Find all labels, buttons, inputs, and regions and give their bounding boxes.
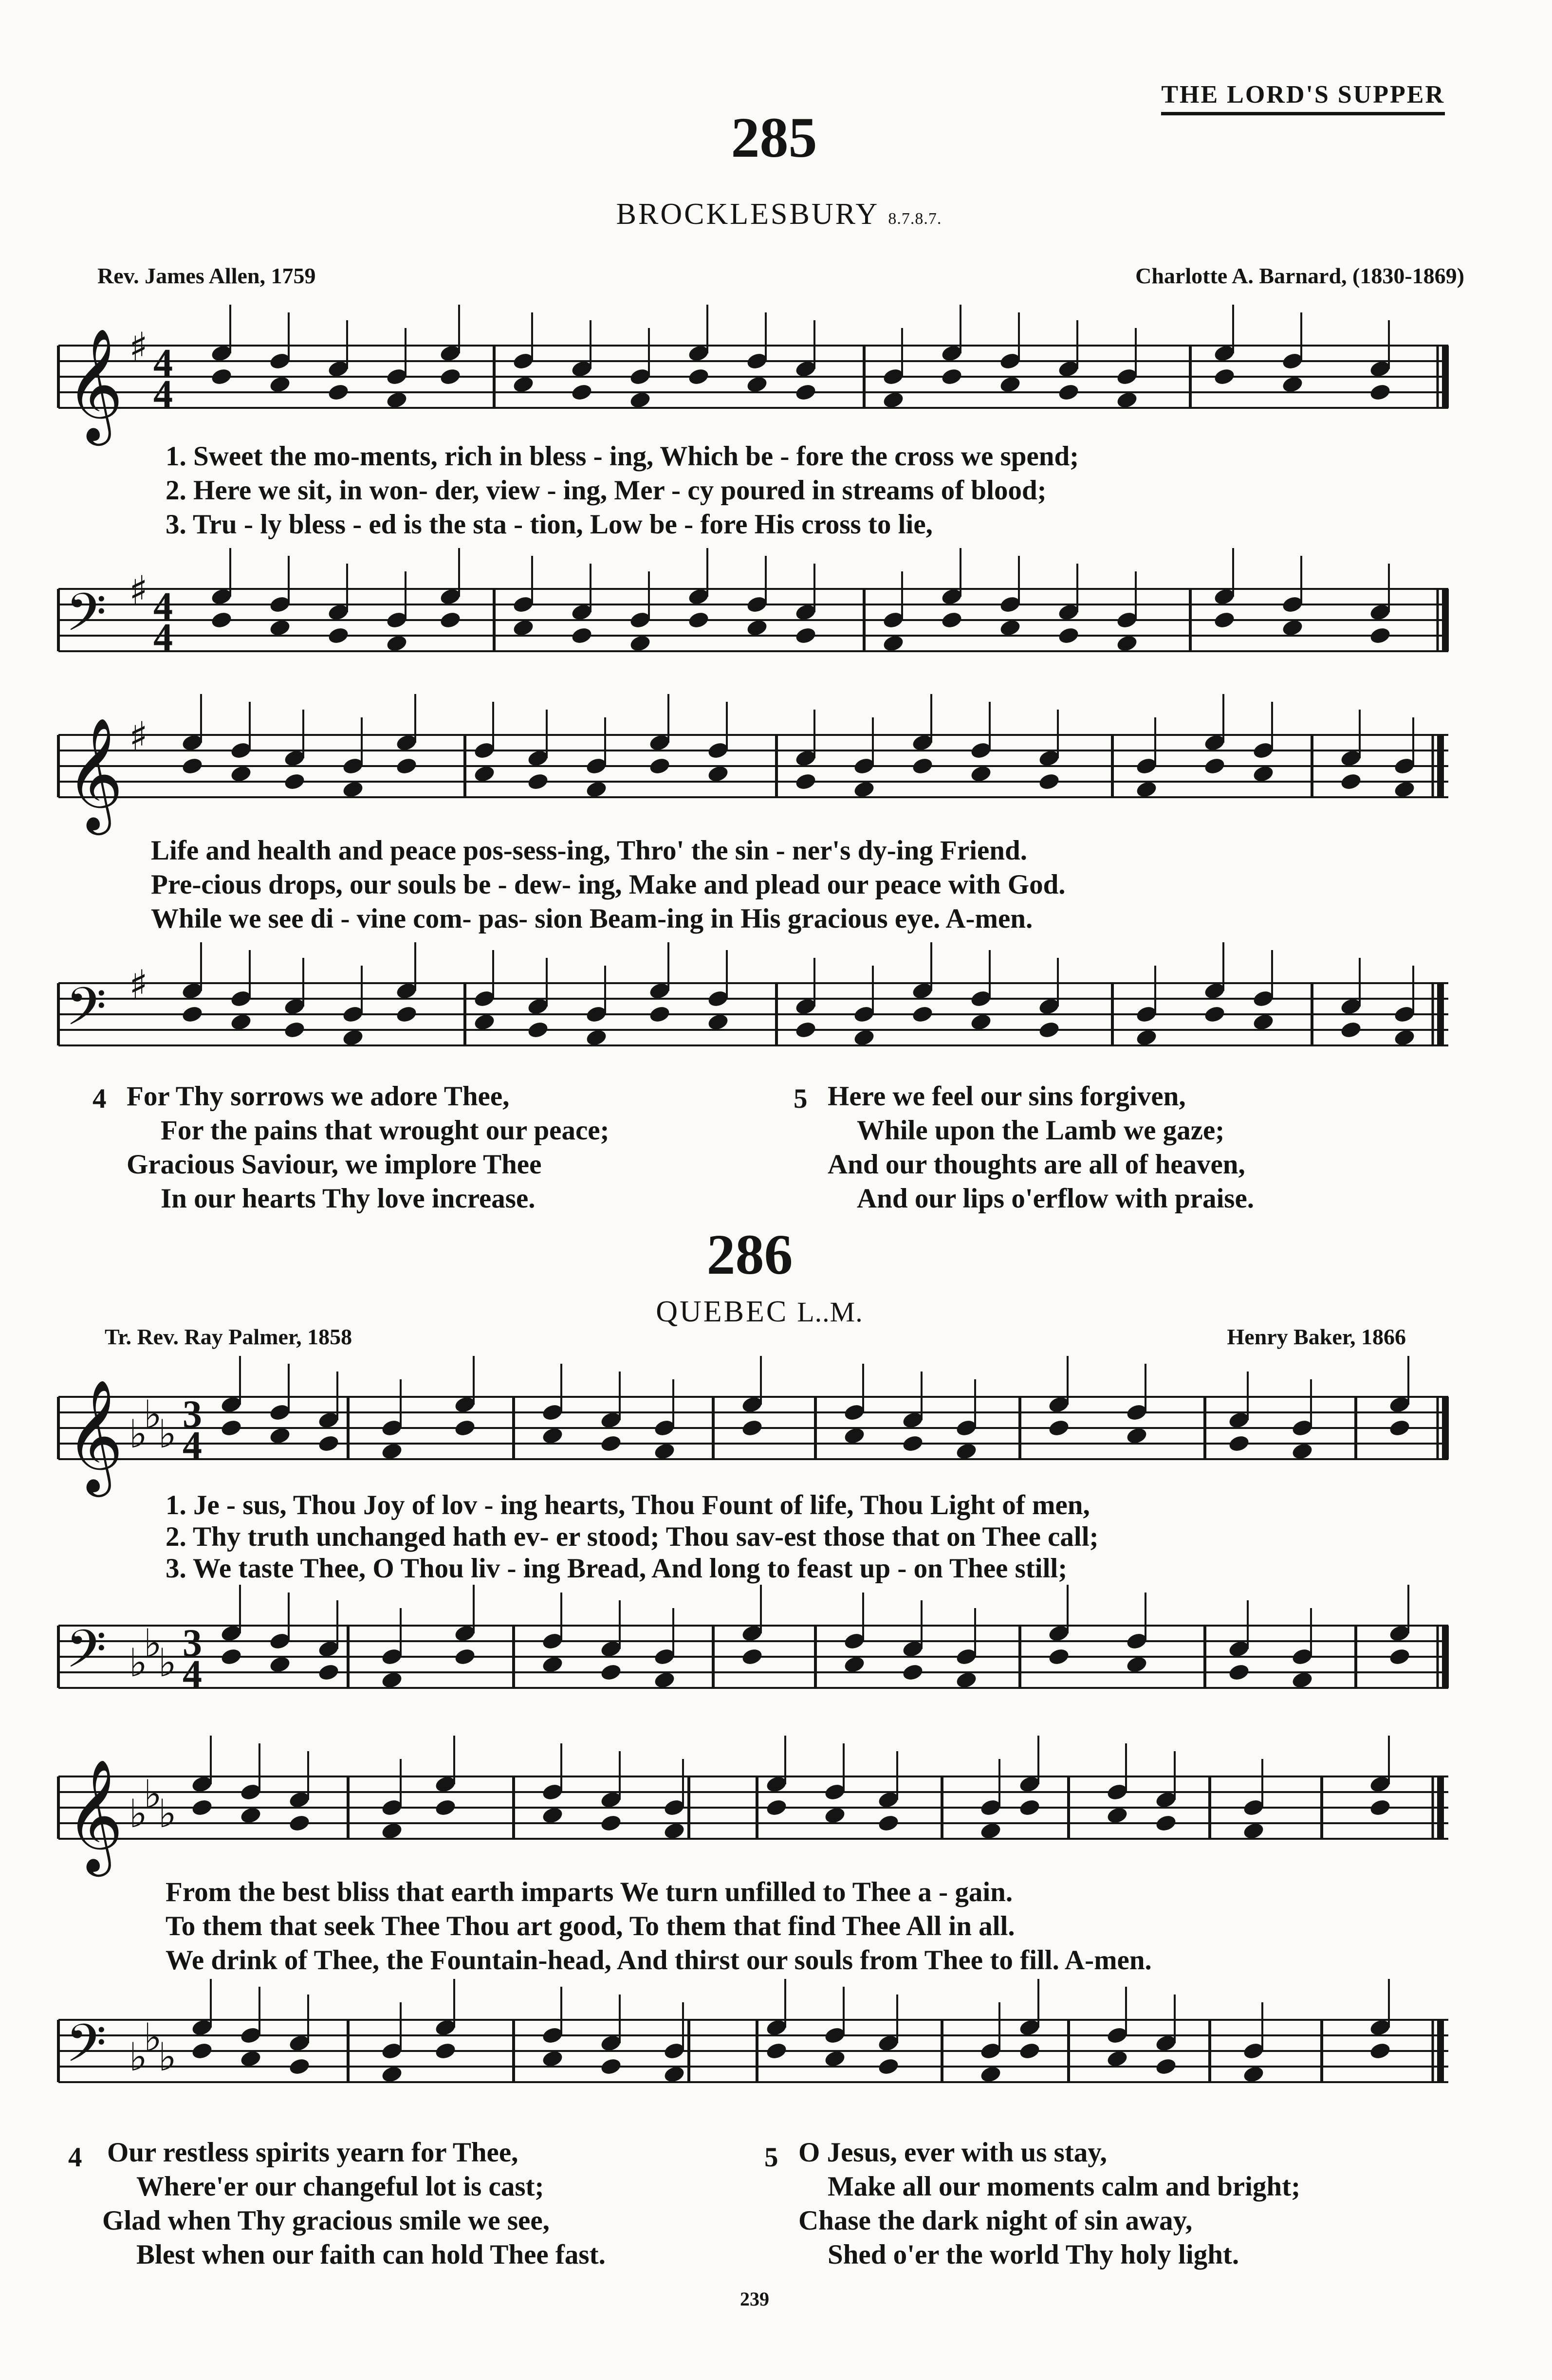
time-signature-bottom: 4	[153, 616, 173, 659]
note-head	[1242, 2065, 1265, 2084]
note-head	[599, 1434, 622, 1453]
note-head	[852, 780, 875, 799]
note-head	[473, 1012, 496, 1032]
note-head	[599, 1813, 622, 1833]
stanza-line: In our hearts Thy love increase.	[161, 1183, 536, 1214]
note-head	[380, 1442, 403, 1461]
note-head	[570, 383, 593, 402]
note-head	[380, 2065, 403, 2084]
note-head	[210, 610, 233, 630]
bass-staff	[56, 949, 1458, 1076]
note-head	[823, 1806, 846, 1825]
flat-icon: ♭	[158, 1411, 177, 1457]
stanza-line: And our thoughts are all of heaven,	[828, 1149, 1245, 1180]
note-head	[1393, 780, 1416, 799]
bass-staff	[56, 1986, 1458, 2112]
note-head	[1393, 1028, 1416, 1047]
note-head	[1388, 1647, 1411, 1666]
note-head	[327, 626, 350, 645]
stanza-line: Here we feel our sins forgiven,	[828, 1081, 1186, 1112]
note-head	[1047, 1418, 1070, 1438]
note-head	[541, 1806, 564, 1825]
time-signature-top: 4	[153, 585, 173, 628]
stanza-line: Shed o'er the world Thy holy light.	[828, 2239, 1239, 2270]
stanza-line: Glad when Thy gracious smile we see,	[102, 2205, 550, 2236]
note-head	[434, 1798, 457, 1817]
stanza-line: Blest when our faith can hold Thee fast.	[136, 2239, 606, 2270]
note-head	[380, 1821, 403, 1841]
sharp-icon: ♯	[129, 962, 148, 1007]
note-head	[210, 367, 233, 386]
note-head	[526, 1020, 549, 1040]
note-head	[1047, 1647, 1070, 1666]
note-head	[541, 1426, 564, 1446]
words-credit-285: Rev. James Allen, 1759	[97, 263, 316, 288]
note-head	[526, 772, 549, 791]
note-head	[1125, 1426, 1148, 1446]
flat-icon: ♭	[129, 1411, 148, 1457]
treble-staff	[56, 1363, 1458, 1492]
note-head	[1106, 1806, 1128, 1825]
note-head	[585, 1028, 608, 1047]
note-head	[1227, 1434, 1250, 1453]
lyric-verse-1: From the best bliss that earth imparts We turn unfilled to Thee a - gain.	[166, 1877, 1013, 1907]
running-head: THE LORD'S SUPPER	[1161, 80, 1445, 115]
note-head	[181, 1005, 203, 1024]
meter: L..M.	[797, 1296, 863, 1328]
lyric-verse-2: To them that seek Thee Thou art good, To them that find Thee All in all.	[166, 1911, 1015, 1941]
note-head	[740, 1418, 763, 1438]
lyric-verse-3: 3. We taste Thee, O Thou liv - ing Bread, And long to feast up - on Thee still;	[166, 1553, 1068, 1584]
bass-staff	[56, 1592, 1458, 1718]
note-head	[1018, 2041, 1041, 2061]
note-head	[648, 1005, 671, 1024]
stanza-line: And our lips o'erflow with praise.	[857, 1183, 1255, 1214]
note-head	[1227, 1663, 1250, 1682]
note-head	[745, 375, 768, 394]
note-head	[380, 1670, 403, 1690]
stanza-number: 4	[92, 1083, 107, 1114]
note-head	[541, 2049, 564, 2069]
flat-icon: ♭	[129, 1640, 148, 1685]
note-head	[229, 764, 252, 784]
tune-title: BROCKLESBURY	[616, 198, 880, 231]
note-head	[453, 1647, 476, 1666]
note-head	[512, 375, 535, 394]
note-head	[969, 1012, 992, 1032]
note-head	[317, 1663, 340, 1682]
lyric-verse-2: 2. Here we sit, in won- der, view - ing, Mer - cy poured in streams of blood;	[166, 475, 1047, 506]
note-head	[628, 390, 651, 410]
note-head	[317, 1434, 340, 1453]
note-head	[663, 2065, 685, 2084]
note-head	[765, 1798, 788, 1817]
note-head	[1339, 772, 1362, 791]
note-head	[628, 634, 651, 653]
note-head	[998, 375, 1021, 394]
note-head	[341, 780, 364, 799]
note-head	[1135, 1028, 1158, 1047]
stanza-line: O Jesus, ever with us stay,	[798, 2137, 1107, 2168]
treble-staff	[56, 701, 1458, 830]
note-head	[794, 626, 817, 645]
lyric-verse-1: Life and health and peace pos-sess-ing, Thro' the sin - ner's dy-ing Friend.	[151, 835, 1027, 866]
note-head	[1252, 764, 1275, 784]
note-head	[852, 1028, 875, 1047]
treble-clef-icon: 𝄞	[66, 717, 124, 830]
note-head	[1037, 1020, 1060, 1040]
note-head	[1203, 1005, 1226, 1024]
flat-icon: ♭	[144, 1392, 162, 1437]
note-head	[687, 367, 710, 386]
stanza-line: Make all our moments calm and bright;	[828, 2171, 1301, 2202]
note-head	[190, 2041, 213, 2061]
flat-icon: ♭	[129, 2034, 148, 2080]
note-head	[1213, 610, 1236, 630]
note-head	[268, 618, 291, 638]
note-head	[283, 772, 306, 791]
stanza-number: 5	[794, 1083, 808, 1114]
stanza-number: 4	[68, 2142, 82, 2173]
bass-clef-icon: 𝄢	[66, 976, 107, 1050]
stanza-line: For Thy sorrows we adore Thee,	[127, 1081, 510, 1112]
note-head	[268, 375, 291, 394]
note-head	[794, 383, 817, 402]
tune-name-285	[487, 197, 1071, 232]
note-head	[955, 1670, 978, 1690]
flat-icon: ♭	[144, 1621, 162, 1666]
note-head	[473, 764, 496, 784]
note-head	[901, 1434, 924, 1453]
note-head	[585, 780, 608, 799]
note-head	[439, 610, 462, 630]
flat-icon: ♭	[144, 2015, 162, 2060]
note-head	[882, 634, 905, 653]
treble-clef-icon: 𝄞	[66, 1379, 124, 1492]
note-head	[1018, 1798, 1041, 1817]
lyric-verse-1: 1. Sweet the mo-ments, rich in bless - ing, Which be - fore the cross we spend;	[166, 441, 1079, 472]
note-head	[955, 1442, 978, 1461]
treble-staff	[56, 311, 1458, 441]
note-head	[663, 1821, 685, 1841]
tune-title: QUEBEC	[656, 1295, 789, 1328]
stanza-number: 5	[764, 2142, 778, 2173]
note-head	[283, 1020, 306, 1040]
lyric-verse-3: While we see di - vine com- pas- sion Beam-ing in His gracious eye. A-men.	[151, 903, 1033, 934]
note-head	[1154, 1813, 1177, 1833]
flat-icon: ♭	[144, 1772, 162, 1817]
note-head	[882, 390, 905, 410]
stanza-line: Chase the dark night of sin away,	[798, 2205, 1193, 2236]
flat-icon: ♭	[158, 1791, 177, 1836]
music-credit-285: Charlotte A. Barnard, (1830-1869)	[1135, 263, 1464, 288]
note-head	[395, 756, 418, 776]
stanza-line: Where'er our changeful lot is cast;	[136, 2171, 544, 2202]
note-head	[1368, 2041, 1391, 2061]
note-head	[1281, 375, 1304, 394]
hymn-number-285: 285	[731, 106, 817, 169]
note-head	[599, 2057, 622, 2076]
note-head	[341, 1028, 364, 1047]
bass-clef-icon: 𝄢	[66, 582, 107, 656]
time-signature-bottom: 4	[183, 1653, 202, 1696]
note-head	[434, 2041, 457, 2061]
meter: 8.7.8.7.	[888, 210, 942, 228]
note-head	[648, 756, 671, 776]
sharp-icon: ♯	[129, 324, 148, 369]
treble-clef-icon: 𝄞	[66, 1758, 124, 1872]
note-head	[268, 1426, 291, 1446]
note-head	[1057, 383, 1080, 402]
lyric-verse-2: 2. Thy truth unchanged hath ev- er stood; Thou sav-est those that on Thee call;	[166, 1521, 1099, 1552]
note-head	[653, 1442, 676, 1461]
music-credit-286: Henry Baker, 1866	[1227, 1324, 1406, 1349]
note-head	[1135, 780, 1158, 799]
note-head	[239, 1806, 262, 1825]
note-head	[385, 634, 408, 653]
lyric-verse-1: 1. Je - sus, Thou Joy of lov - ing hearts, Thou Fount of life, Thou Light of men,	[166, 1490, 1090, 1520]
note-head	[181, 756, 203, 776]
note-head	[1106, 2049, 1128, 2069]
note-head	[288, 2057, 311, 2076]
note-head	[1291, 1442, 1313, 1461]
note-head	[706, 764, 729, 784]
note-head	[453, 1418, 476, 1438]
sharp-icon: ♯	[129, 568, 148, 613]
note-head	[541, 1655, 564, 1674]
note-head	[706, 1012, 729, 1032]
note-head	[229, 1012, 252, 1032]
note-head	[1339, 1020, 1362, 1040]
note-head	[911, 756, 934, 776]
note-head	[1368, 1798, 1391, 1817]
note-head	[1281, 618, 1304, 638]
note-head	[1203, 756, 1226, 776]
stanza-line: Gracious Saviour, we implore Thee	[127, 1149, 542, 1180]
note-head	[599, 1663, 622, 1682]
note-head	[794, 1020, 817, 1040]
stanza-line: While upon the Lamb we gaze;	[857, 1115, 1225, 1146]
note-head	[740, 1647, 763, 1666]
note-head	[1115, 634, 1138, 653]
sharp-icon: ♯	[129, 714, 148, 759]
note-head	[1213, 367, 1236, 386]
lyric-verse-3: We drink of Thee, the Fountain-head, And thirst our souls from Thee to fill. A-men.	[166, 1945, 1152, 1976]
note-head	[843, 1426, 866, 1446]
note-head	[1037, 772, 1060, 791]
note-head	[1252, 1012, 1275, 1032]
note-head	[940, 367, 963, 386]
flat-icon: ♭	[158, 2034, 177, 2080]
time-signature-top: 4	[153, 342, 173, 384]
note-head	[940, 610, 963, 630]
note-head	[877, 2057, 900, 2076]
bass-clef-icon: 𝄢	[66, 1618, 107, 1692]
stanza-line: For the pains that wrought our peace;	[161, 1115, 610, 1146]
note-head	[823, 2049, 846, 2069]
time-signature-top: 3	[183, 1393, 202, 1436]
note-head	[1291, 1670, 1313, 1690]
time-signature-bottom: 4	[153, 373, 173, 416]
note-head	[1154, 2057, 1177, 2076]
note-head	[877, 1813, 900, 1833]
note-head	[1057, 626, 1080, 645]
note-head	[190, 1798, 213, 1817]
bass-clef-icon: 𝄢	[66, 2013, 107, 2087]
note-head	[1242, 1821, 1265, 1841]
note-head	[979, 2065, 1002, 2084]
note-head	[1115, 390, 1138, 410]
note-head	[653, 1670, 676, 1690]
note-head	[220, 1418, 242, 1438]
note-head	[843, 1655, 866, 1674]
treble-staff	[56, 1742, 1458, 1872]
note-head	[1368, 383, 1391, 402]
treble-clef-icon: 𝄞	[66, 328, 124, 441]
note-head	[765, 2041, 788, 2061]
note-head	[327, 383, 350, 402]
note-head	[512, 618, 535, 638]
note-head	[998, 618, 1021, 638]
page-number: 239	[740, 2288, 769, 2310]
note-head	[268, 1655, 291, 1674]
words-credit-286: Tr. Rev. Ray Palmer, 1858	[105, 1324, 352, 1349]
note-head	[969, 764, 992, 784]
note-head	[1388, 1418, 1411, 1438]
note-head	[1368, 626, 1391, 645]
note-head	[794, 772, 817, 791]
note-head	[288, 1813, 311, 1833]
note-head	[1125, 1655, 1148, 1674]
flat-icon: ♭	[158, 1640, 177, 1685]
note-head	[745, 618, 768, 638]
note-head	[911, 1005, 934, 1024]
note-head	[979, 1821, 1002, 1841]
time-signature-top: 3	[183, 1622, 202, 1665]
stanza-line: Our restless spirits yearn for Thee,	[107, 2137, 518, 2168]
hymn-number-286: 286	[706, 1223, 793, 1286]
tune-name-286	[467, 1295, 1052, 1329]
lyric-verse-2: Pre-cious drops, our souls be - dew- ing, Make and plead our peace with God.	[151, 869, 1066, 900]
note-head	[385, 390, 408, 410]
note-head	[570, 626, 593, 645]
note-head	[439, 367, 462, 386]
note-head	[220, 1647, 242, 1666]
note-head	[239, 2049, 262, 2069]
lyric-verse-3: 3. Tru - ly bless - ed is the sta - tion, Low be - fore His cross to lie,	[166, 509, 933, 540]
note-head	[901, 1663, 924, 1682]
flat-icon: ♭	[129, 1791, 148, 1836]
note-head	[687, 610, 710, 630]
note-head	[395, 1005, 418, 1024]
time-signature-bottom: 4	[183, 1424, 202, 1467]
bass-staff	[56, 555, 1458, 681]
